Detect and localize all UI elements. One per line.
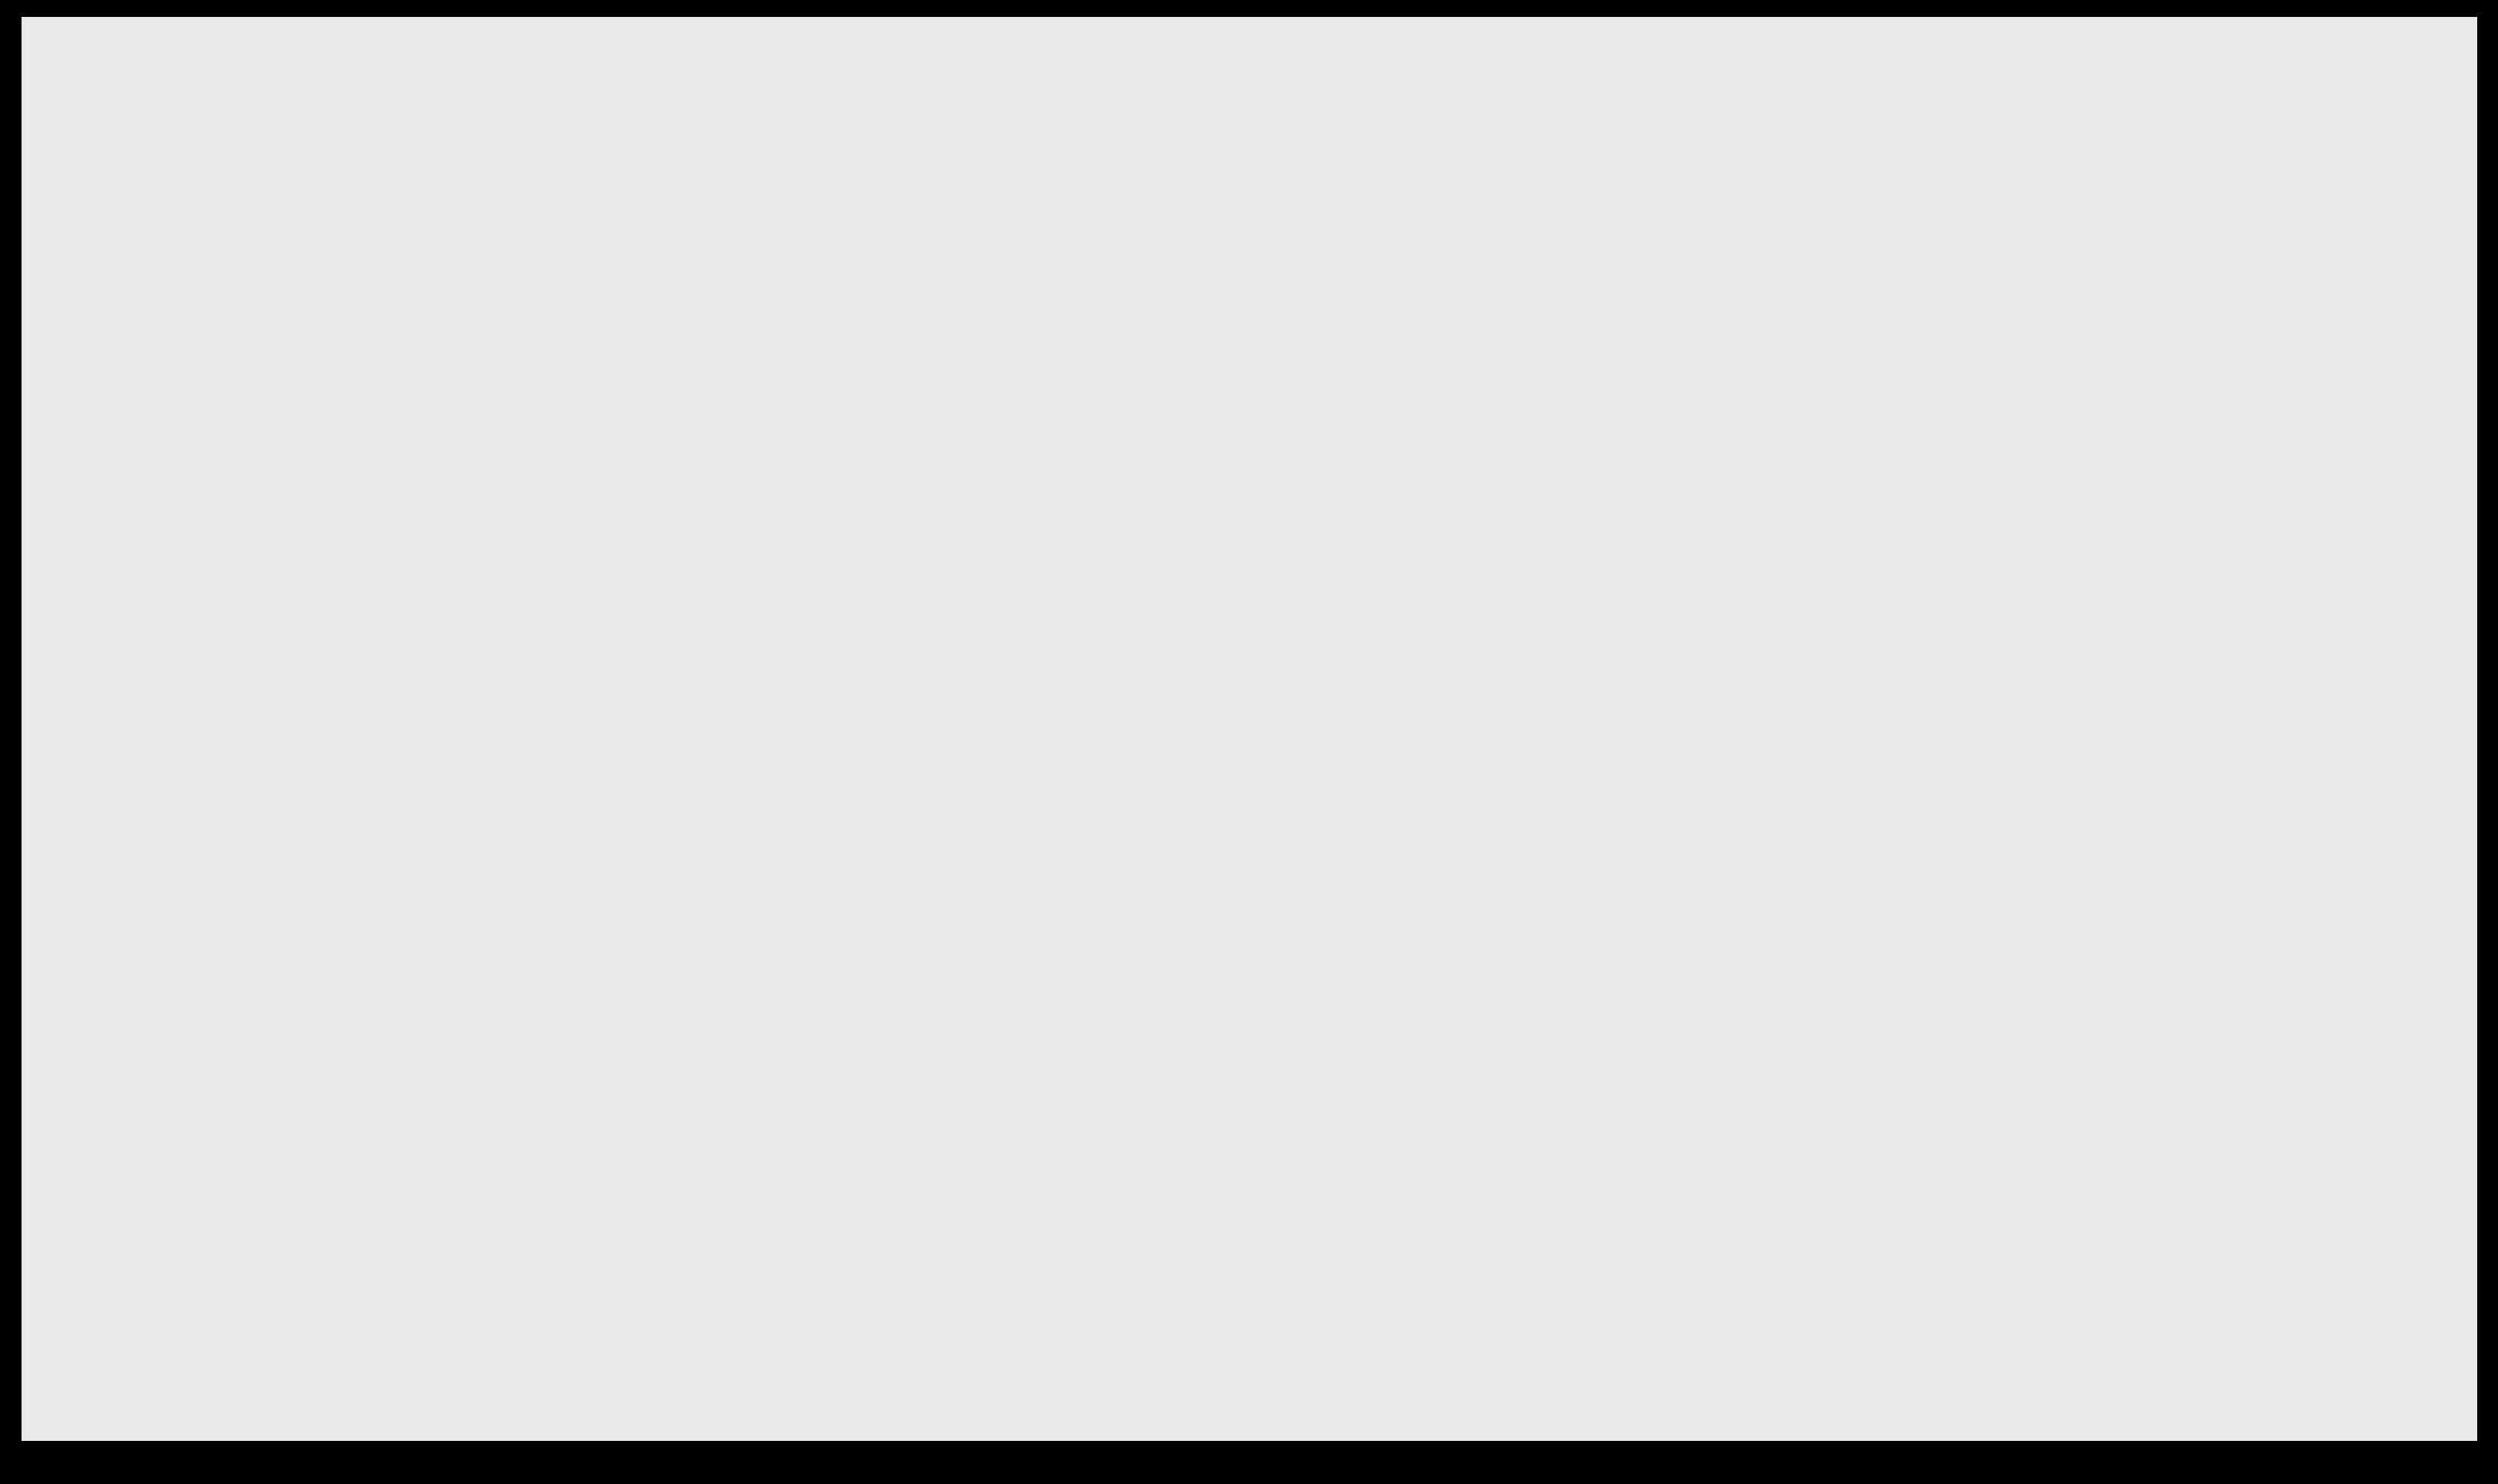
census-card — [22, 17, 2477, 1441]
table-grid — [22, 17, 2477, 1441]
